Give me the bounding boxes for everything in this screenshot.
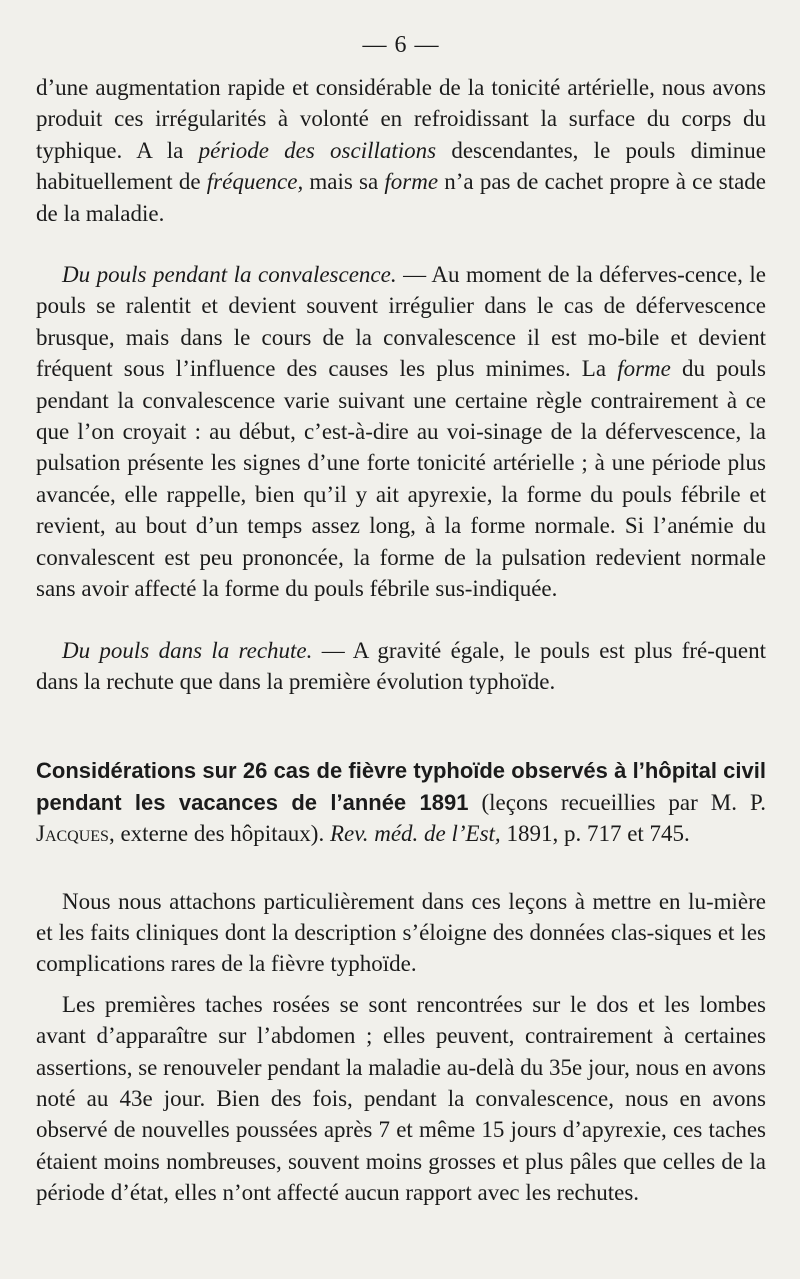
italic-term: période des oscillations [198,137,437,163]
journal-title: Rev. méd. de l’Est, [329,821,501,847]
italic-term: fréquence, [206,169,304,195]
spacer [36,697,766,755]
paragraph-convalescence [36,259,766,604]
text-run: mais sa [303,169,385,195]
author-name: Jacques [36,821,109,847]
reference-heading: Considérations sur 26 cas de fièvre typhoïde observés à l’hôpital civil pendant les vacances de l’année 1891 [36,758,766,815]
text-run: n’a pas de cachet propre à ce stade de la maladie. [36,169,766,226]
spacer [36,850,766,886]
paragraph-rose-spots: Les premières taches rosées se sont rencontrées sur le dos et les lombes avant d’apparaître sur l’abdomen ; elles peuvent, contrairement à certaines assertions, se renouveler pendant la maladie au-delà du 35e jour, nous en avons noté au 43e jour. Bien des fois, pendant la convalescence, nous en avons observé de nouvelles poussées après 7 et même 15 jours d’apyrexie, ces taches étaient moins nombreuses, souvent moins grosses et plus pâles que celles de la période d’état, elles n’ont affecté aucun rapport avec les rechutes. [36,991,766,1206]
spacer [36,980,766,989]
page-number: — 6 — [362,32,440,58]
text-run: 1891, p. 717 et 745. [500,821,690,847]
italic-term: forme [384,169,439,195]
text-run: (leçons recueillies par M. P. [468,789,766,815]
bibliographic-reference [36,755,766,849]
section-title-relapse: Du pouls dans la rechute. [62,637,313,663]
document-page [36,28,766,1209]
paragraph-pulse-oscillations [36,72,766,229]
spacer [36,605,766,635]
italic-term: forme [617,356,671,382]
paragraph-relapse [36,635,766,698]
text-run: descendantes, le pouls diminue habituellement de [36,137,766,195]
text-run: — A gravité égale, le pouls est plus fré-quent dans la rechute que dans la première évolution typhoïde. [36,637,767,694]
section-title-convalescence: Du pouls pendant la convalescence. [62,262,397,288]
text-run: d’une augmentation rapide et considérable de la tonicité artérielle, nous avons produit ces irrégularités à volonté en refroidissant la surface du corps du typhique. A la [36,75,766,163]
text-run: , externe des hôpitaux). [108,821,330,847]
spacer [36,229,766,259]
text-run: du pouls pendant la convalescence varie suivant une certaine règle contrairement à ce que l’on croyait : au début, c’est-à-dire au voi-sinage de la défervescence, la pulsation présente les signes d’une forte tonicité artérielle ; à une période plus avancée, elle rappelle, bien qu’il y ait apyrexie, la forme du pouls fébrile et revient, au bout d’un temps assez long, à la forme normale. Si l’anémie du convalescent est peu prononcée, la forme de la pulsation redevient normale sans avoir affecté la forme du pouls fébrile sus-indiquée. [36,356,766,602]
text-run: — Au moment de la déferves-cence, le pouls se ralentit et devient souvent irrégulier dans le cas de défervescence brusque, mais dans le cours de la convalescence il est mo-bile et devient fréquent sous l’influence des causes les plus minimes. La [36,262,766,382]
paragraph-lessons-intro: Nous nous attachons particulièrement dans ces leçons à mettre en lu-mière et les faits cliniques dont la description s’éloigne des données clas-siques et les complications rares de la fièvre typhoïde. [36,888,766,977]
